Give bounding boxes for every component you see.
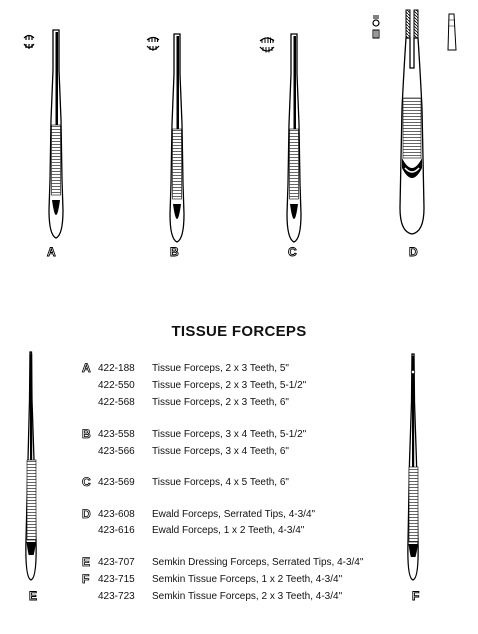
group-letter: E bbox=[82, 555, 91, 569]
group-letter: C bbox=[82, 475, 91, 489]
label-e: E bbox=[29, 589, 38, 603]
item-description: Semkin Dressing Forceps, Serrated Tips, 4-3/4" bbox=[152, 557, 364, 568]
group-letter: B bbox=[82, 427, 91, 441]
item-code: 423-723 bbox=[98, 591, 135, 602]
item-description: Tissue Forceps, 4 x 5 Teeth, 6" bbox=[152, 477, 289, 488]
item-description: Tissue Forceps, 3 x 4 Teeth, 5-1/2" bbox=[152, 429, 307, 440]
item-description: Ewald Forceps, Serrated Tips, 4-3/4" bbox=[152, 509, 316, 520]
item-code: 423-608 bbox=[98, 509, 135, 520]
page-title: TISSUE FORCEPS bbox=[171, 323, 307, 340]
item-code: 422-568 bbox=[98, 397, 135, 408]
label-f: F bbox=[412, 589, 420, 603]
item-code: 423-715 bbox=[98, 574, 135, 585]
item-description: Tissue Forceps, 2 x 3 Teeth, 5" bbox=[152, 363, 289, 374]
item-code: 422-188 bbox=[98, 363, 135, 374]
item-code: 423-569 bbox=[98, 477, 135, 488]
group-letter: F bbox=[82, 572, 90, 586]
item-code: 423-707 bbox=[98, 557, 135, 568]
label-b: B bbox=[170, 245, 179, 259]
item-description: Tissue Forceps, 3 x 4 Teeth, 6" bbox=[152, 446, 289, 457]
item-description: Ewald Forceps, 1 x 2 Teeth, 4-3/4" bbox=[152, 525, 305, 536]
group-letter: A bbox=[82, 361, 91, 375]
item-code: 422-550 bbox=[98, 380, 135, 391]
label-a: A bbox=[47, 245, 56, 259]
label-c: C bbox=[288, 245, 297, 259]
item-code: 423-566 bbox=[98, 446, 135, 457]
item-description: Tissue Forceps, 2 x 3 Teeth, 6" bbox=[152, 397, 289, 408]
item-code: 423-558 bbox=[98, 429, 135, 440]
item-description: Semkin Tissue Forceps, 1 x 2 Teeth, 4-3/4" bbox=[152, 574, 343, 585]
group-letter: D bbox=[82, 507, 91, 521]
item-description: Semkin Tissue Forceps, 2 x 3 Teeth, 4-3/4" bbox=[152, 591, 343, 602]
label-d: D bbox=[409, 245, 418, 259]
item-code: 423-616 bbox=[98, 525, 135, 536]
item-description: Tissue Forceps, 2 x 3 Teeth, 5-1/2" bbox=[152, 380, 307, 391]
